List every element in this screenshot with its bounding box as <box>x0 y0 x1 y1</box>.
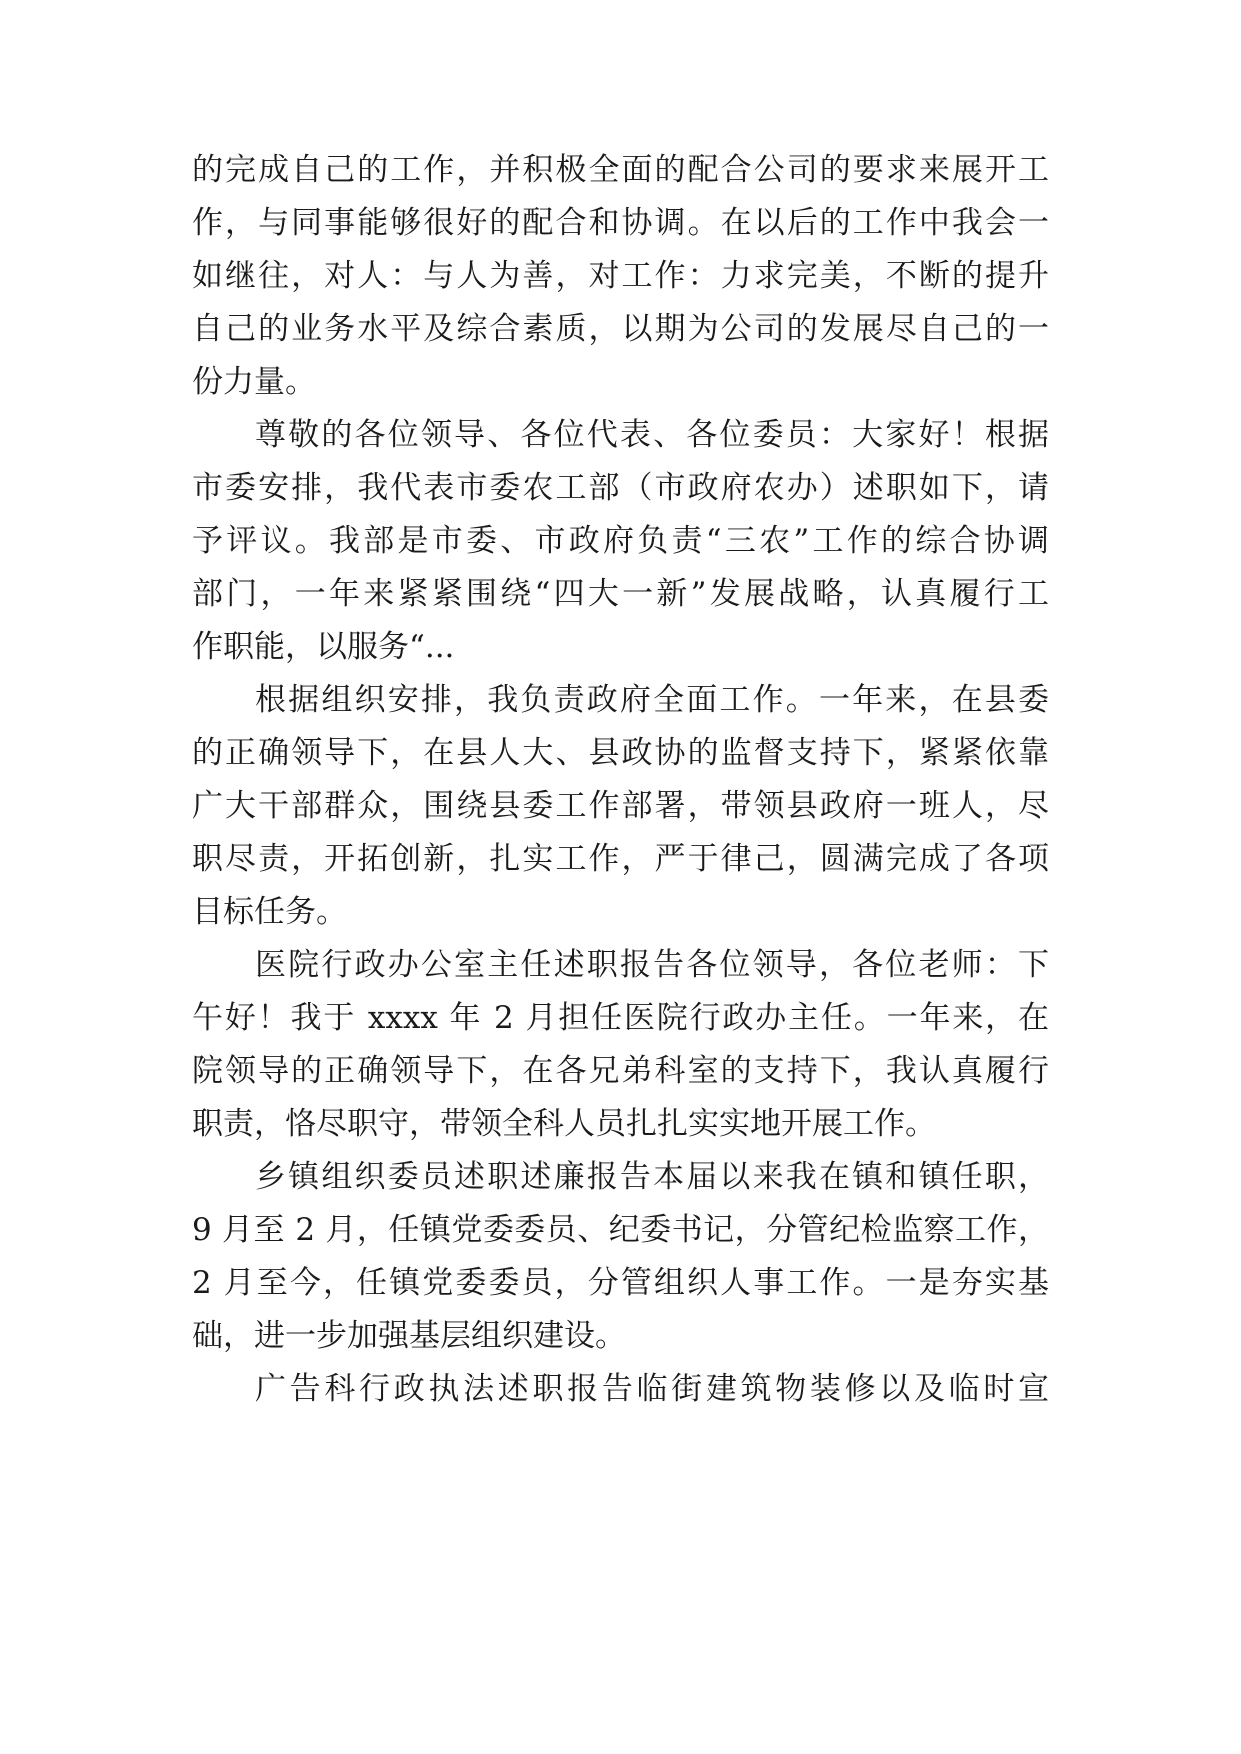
paragraph-4-line-3: 院领导的正确领导下，在各兄弟科室的支持下，我认真履行 <box>192 1053 1049 1089</box>
paragraph-2-line-3: 予评议。我部是市委、市政府负责“三农”工作的综合协调 <box>192 523 1049 559</box>
paragraph-1-line-5: 份力量。 <box>192 364 316 400</box>
paragraph-3-line-2: 的正确领导下，在县人大、县政协的监督支持下，紧紧依靠 <box>192 735 1049 771</box>
paragraph-3-line-1: 根据组织安排，我负责政府全面工作。一年来，在县委 <box>255 682 1049 718</box>
paragraph-3-line-4: 职尽责，开拓创新，扎实工作，严于律己，圆满完成了各项 <box>192 841 1049 877</box>
paragraph-5-line-2: 9 月至 2 月，任镇党委委员、纪委书记，分管纪检监察工作， <box>192 1212 1049 1248</box>
paragraph-6-line-1: 广告科行政执法述职报告临街建筑物装修以及临时宣 <box>255 1371 1049 1407</box>
paragraph-2-line-1: 尊敬的各位领导、各位代表、各位委员：大家好！根据 <box>255 417 1049 453</box>
paragraph-5-line-3: 2 月至今，任镇党委委员，分管组织人事工作。一是夯实基 <box>192 1265 1049 1301</box>
paragraph-4-line-4: 职责，恪尽职守，带领全科人员扎扎实实地开展工作。 <box>192 1106 936 1142</box>
paragraph-2-line-2: 市委安排，我代表市委农工部（市政府农办）述职如下，请 <box>192 470 1049 506</box>
paragraph-1-line-2: 作，与同事能够很好的配合和协调。在以后的工作中我会一 <box>192 205 1049 241</box>
paragraph-5-line-1: 乡镇组织委员述职述廉报告本届以来我在镇和镇任职， <box>255 1159 1049 1195</box>
paragraph-2-line-4: 部门，一年来紧紧围绕“四大一新”发展战略，认真履行工 <box>192 576 1049 612</box>
paragraph-3-line-3: 广大干部群众，围绕县委工作部署，带领县政府一班人，尽 <box>192 788 1049 824</box>
paragraph-3-line-5: 目标任务。 <box>192 894 347 930</box>
paragraph-2-line-5: 作职能，以服务“... <box>192 629 455 665</box>
paragraph-1-line-3: 如继往，对人：与人为善，对工作：力求完美，不断的提升 <box>192 258 1049 294</box>
paragraph-4-line-2: 午好！我于 xxxx 年 2 月担任医院行政办主任。一年来，在 <box>192 1000 1049 1036</box>
paragraph-1-line-4: 自己的业务水平及综合素质，以期为公司的发展尽自己的一 <box>192 311 1049 347</box>
paragraph-5-line-4: 础，进一步加强基层组织建设。 <box>192 1318 626 1354</box>
paragraph-1-line-1: 的完成自己的工作，并积极全面的配合公司的要求来展开工 <box>192 152 1049 188</box>
paragraph-4-line-1: 医院行政办公室主任述职报告各位领导，各位老师：下 <box>255 947 1049 983</box>
